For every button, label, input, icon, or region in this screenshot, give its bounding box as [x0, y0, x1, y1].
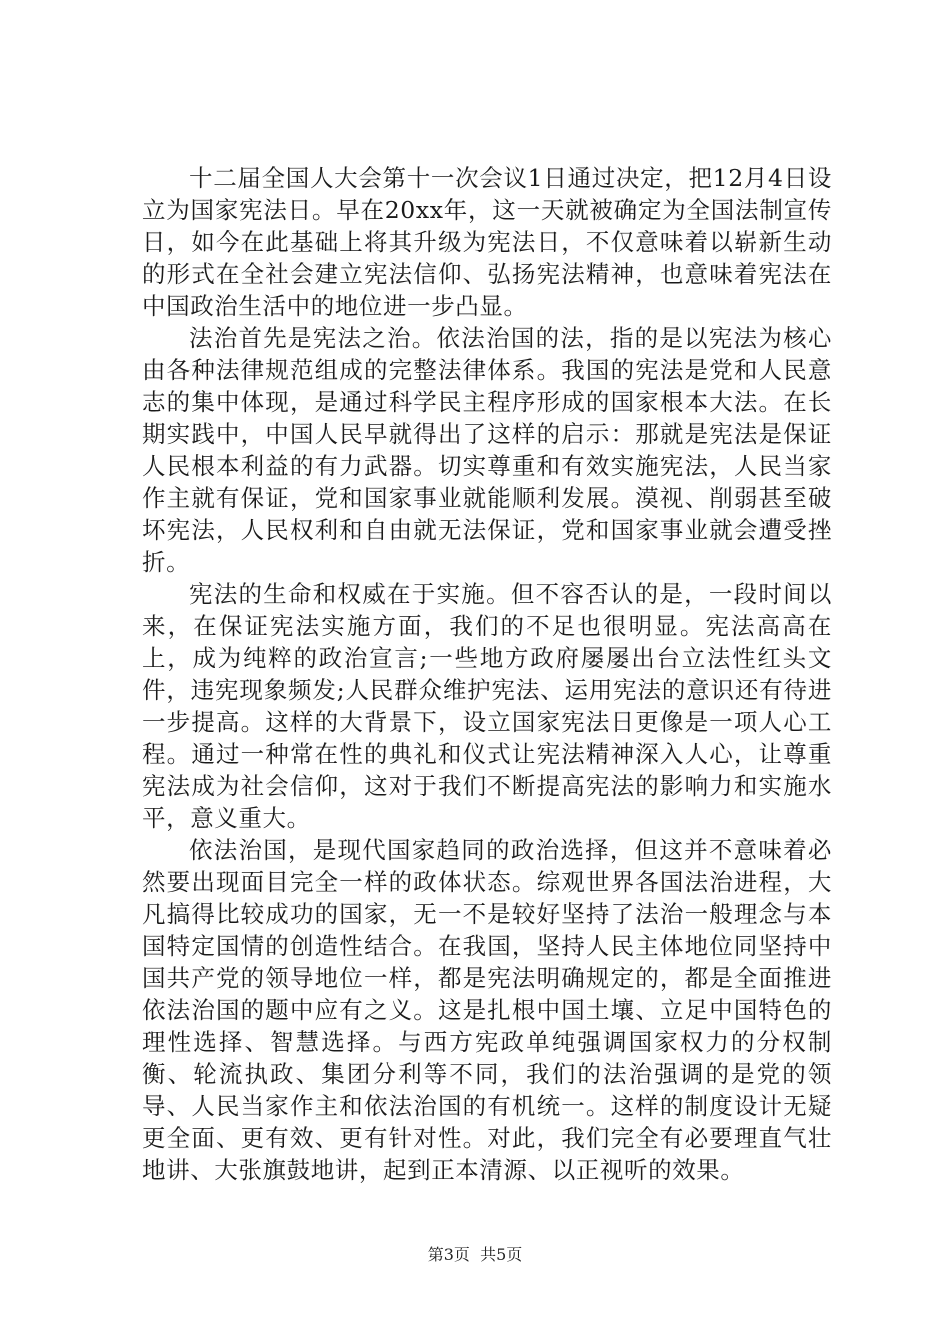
paragraph-4: 依法治国，是现代国家趋同的政治选择，但这并不意味着必然要出现面目完全一样的政体状态。综观世界各国法治进程，大凡搞得比较成功的国家，无一不是较好坚持了法治一般理念与本国特定国情的创造性结合。在我国，坚持人民主体地位同坚持中国共产党的领导地位一样，都是宪法明确规定的，都是全面推进依法治国的题中应有之义。这是扎根中国土壤、立足中国特色的理性选择、智慧选择。与西方宪政单纯强调国家权力的分权制衡、轮流执政、集团分利等不同，我们的法治强调的是党的领导、人民当家作主和依法治国的有机统一。这样的制度设计无疑更全面、更有效、更有针对性。对此，我们完全有必要理直气壮地讲、大张旗鼓地讲，起到正本清源、以正视听的效果。: [142, 836, 832, 1184]
page-footer: [0, 1242, 950, 1265]
document-body: [142, 162, 832, 1186]
paragraph-2: 法治首先是宪法之治。依法治国的法，指的是以宪法为核心由各种法律规范组成的完整法律体系。我国的宪法是党和人民意志的集中体现，是通过科学民主程序形成的国家根本大法。在长期实践中，中国人民早就得出了这样的启示：那就是宪法是保证人民根本利益的有力武器。切实尊重和有效实施宪法，人民当家作主就有保证，党和国家事业就能顺利发展。漠视、削弱甚至破坏宪法，人民权利和自由就无法保证，党和国家事业就会遭受挫折。: [142, 324, 832, 576]
paragraph-3: 宪法的生命和权威在于实施。但不容否认的是，一段时间以来，在保证宪法实施方面，我们的不足也很明显。宪法高高在上，成为纯粹的政治宣言;一些地方政府屡屡出台立法性红头文件，违宪现象频发;人民群众维护宪法、运用宪法的意识还有待进一步提高。这样的大背景下，设立国家宪法日更像是一项人心工程。通过一种常在性的典礼和仪式让宪法精神深入人心，让尊重宪法成为社会信仰，这对于我们不断提高宪法的影响力和实施水平，意义重大。: [142, 580, 832, 832]
page-total: 共5页: [480, 1245, 523, 1264]
paragraph-1: 十二届全国人大会第十一次会议1日通过决定，把12月4日设立为国家宪法日。早在20xx年，这一天就被确定为全国法制宣传日，如今在此基础上将其升级为宪法日，不仅意味着以崭新生动的形式在全社会建立宪法信仰、弘扬宪法精神，也意味着宪法在中国政治生活中的地位进一步凸显。: [142, 164, 832, 320]
page-number: 第3页: [427, 1245, 470, 1264]
